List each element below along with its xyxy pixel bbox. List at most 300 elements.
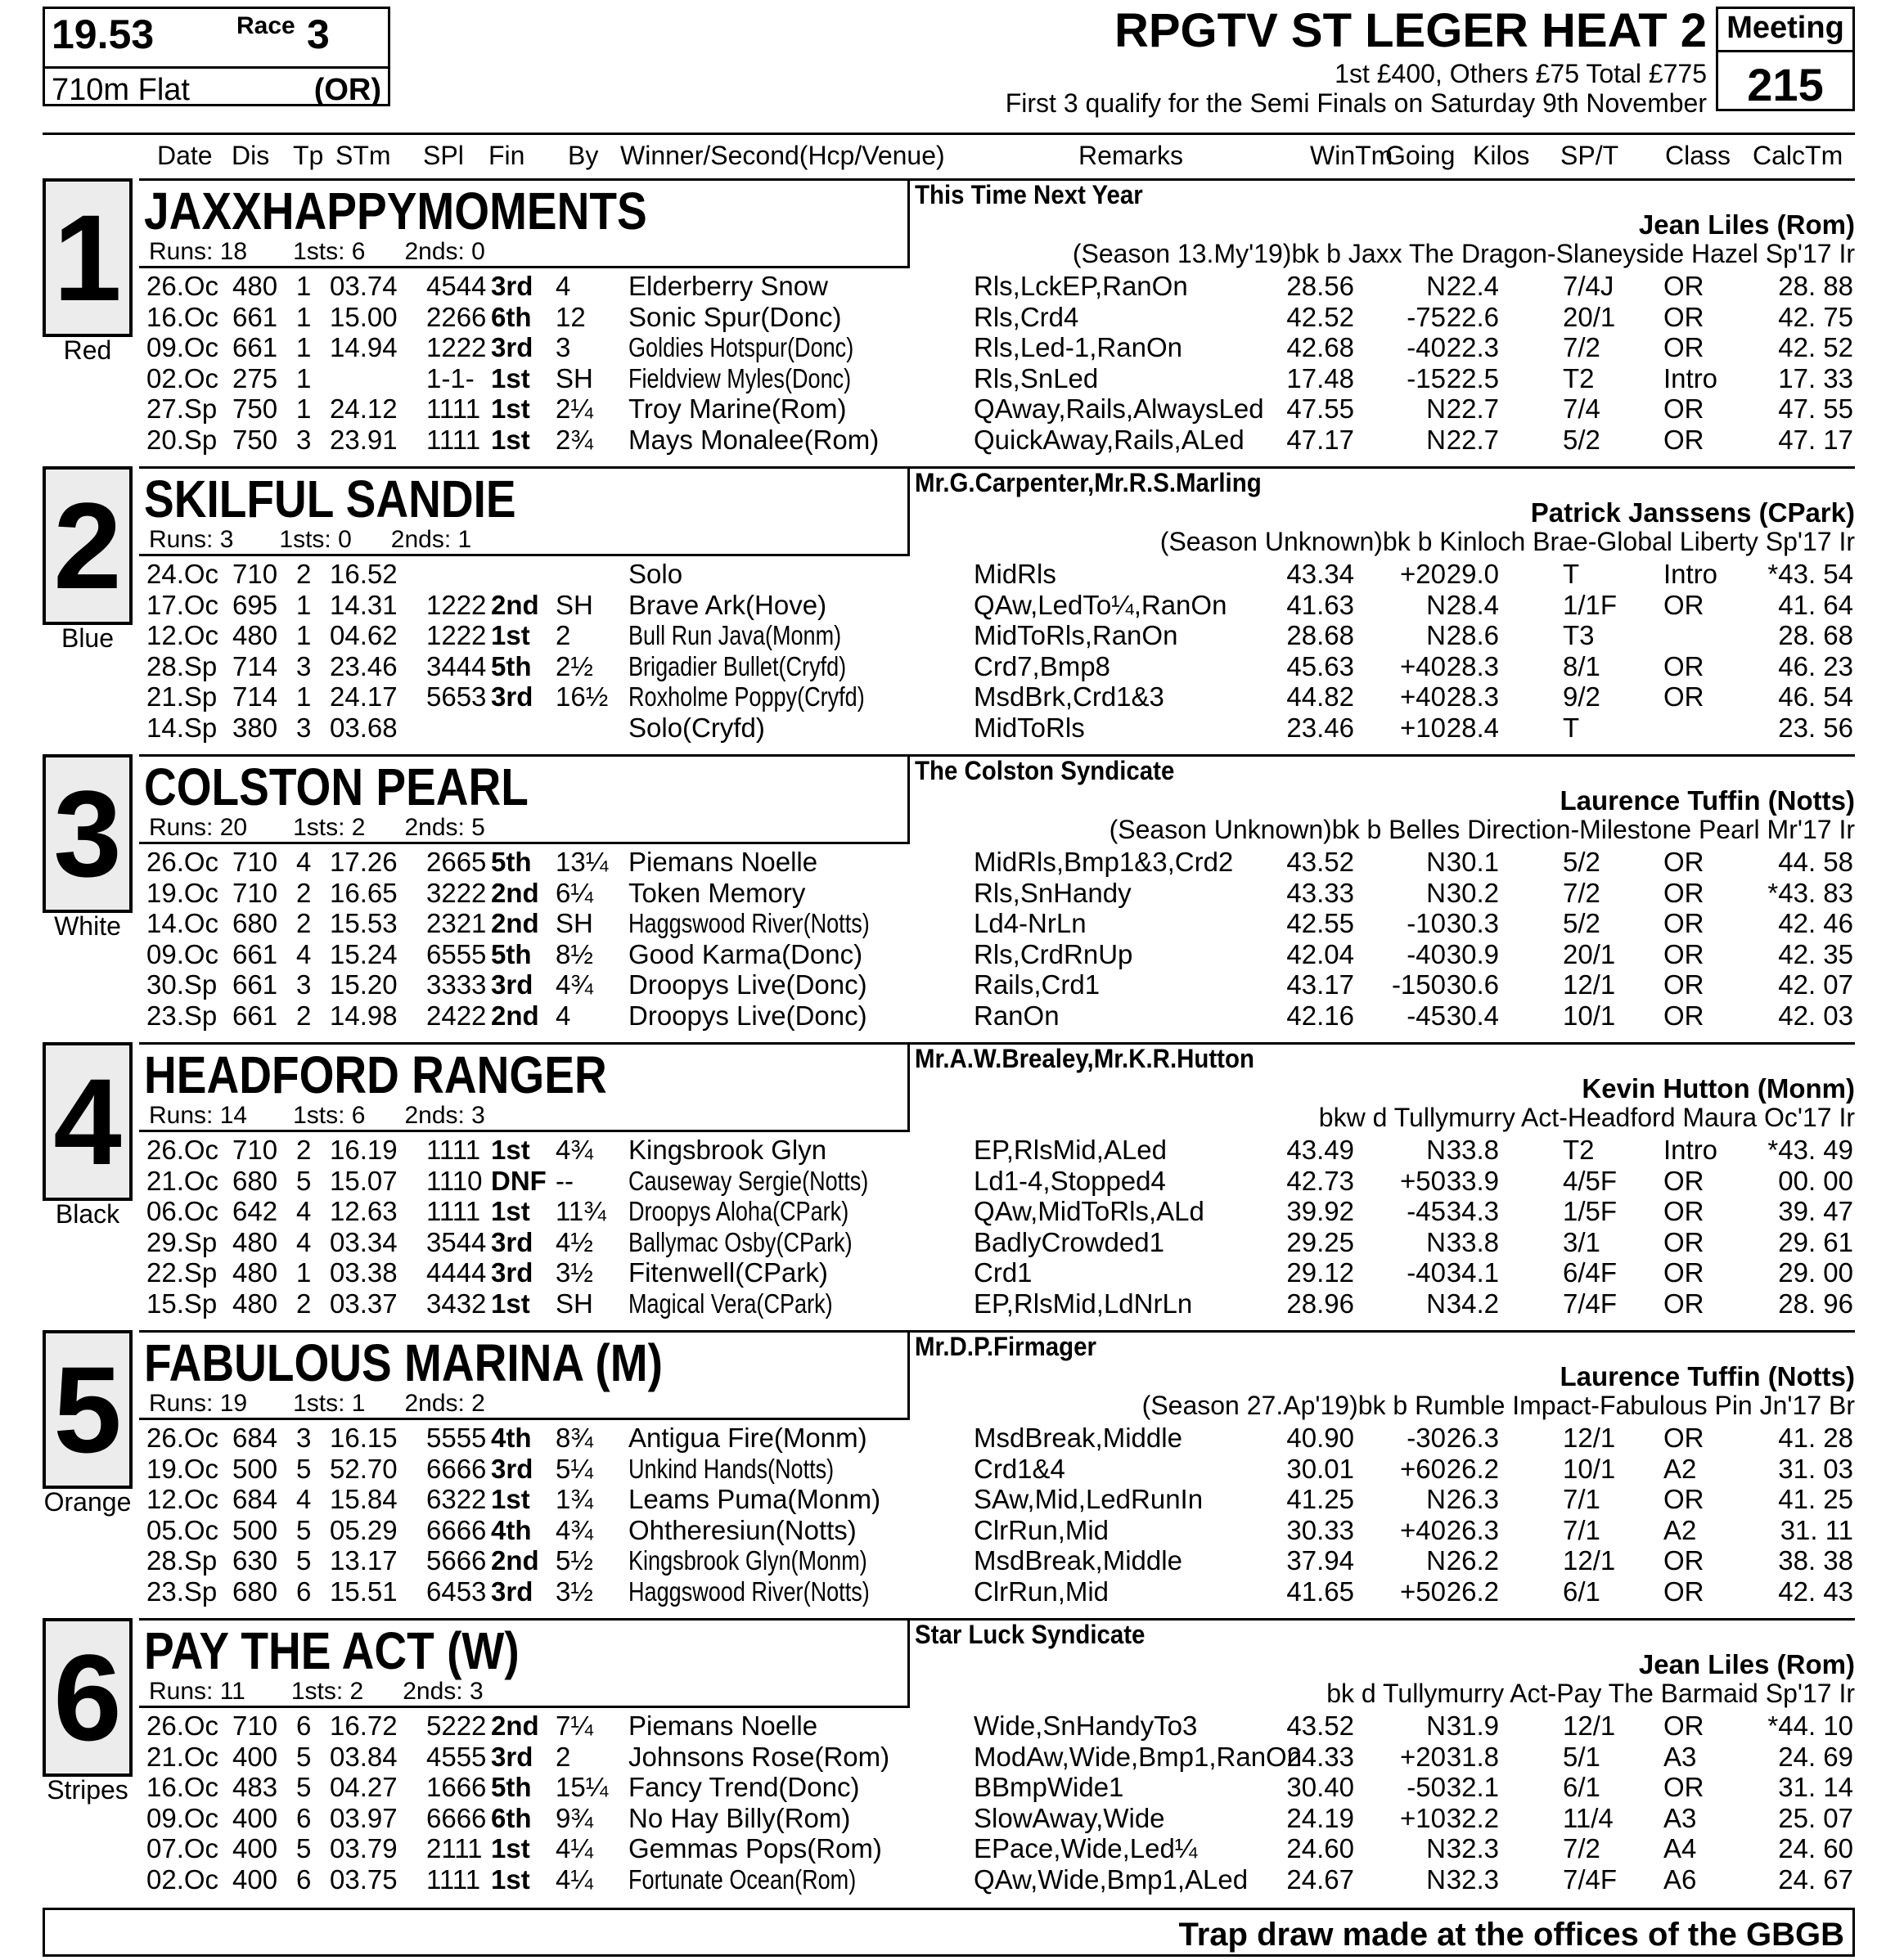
form-dis: 661 <box>232 1000 278 1031</box>
form-going: N <box>1426 1711 1446 1741</box>
trap-number: 4 <box>43 1042 133 1201</box>
form-remarks: Rls,SnLed <box>974 362 1099 393</box>
form-date: 26.Oc <box>146 847 219 877</box>
form-dis: 710 <box>232 1711 278 1741</box>
form-spl: 1111 <box>426 425 481 455</box>
form-winner: Haggswood River(Notts) <box>628 1576 870 1607</box>
runner-stats <box>149 814 485 842</box>
form-spl: 5653 <box>426 681 487 713</box>
form-row <box>0 1545 1904 1576</box>
form-tp: 1 <box>296 301 312 332</box>
form-calc: 00. 00 <box>1778 1165 1853 1196</box>
form-wintm: 47.17 <box>1286 425 1354 455</box>
column-header-tp: Tp <box>293 141 324 170</box>
owner-name: This Time Next Year <box>915 180 1143 209</box>
form-dis: 400 <box>232 1864 278 1895</box>
form-kilos: 26.3 <box>1446 1484 1499 1515</box>
form-remarks: Rls,LckEP,RanOn <box>974 271 1188 301</box>
form-fin: 6th <box>491 301 532 332</box>
form-remarks: MidToRls <box>974 713 1085 743</box>
form-by: 3 <box>556 332 571 363</box>
seconds-count: 2nds: 5 <box>404 814 485 841</box>
form-cls: OR <box>1663 1545 1704 1576</box>
form-by: 8½ <box>556 938 593 969</box>
form-winner: Kingsbrook Glyn(Monm) <box>628 1545 867 1576</box>
form-date: 28.Sp <box>146 1545 218 1576</box>
form-sp: 20/1 <box>1563 938 1616 969</box>
form-spl: 3333 <box>426 969 487 1000</box>
form-tp: 5 <box>296 1514 312 1545</box>
form-wintm: 42.68 <box>1286 332 1354 363</box>
form-by: 11¾ <box>556 1196 606 1227</box>
form-remarks: Crd7,Bmp8 <box>974 650 1110 681</box>
race-grade: (OR) <box>313 73 381 107</box>
form-wintm: 45.63 <box>1286 650 1354 681</box>
form-going: +50 <box>1400 1165 1446 1196</box>
form-winner: Mays Monalee(Rom) <box>628 425 880 455</box>
form-stm: 15.20 <box>330 969 398 1000</box>
form-by: 4¼ <box>556 1833 593 1864</box>
form-by: 6¼ <box>556 877 593 908</box>
form-by: -- <box>556 1165 574 1196</box>
form-cls: OR <box>1663 908 1704 939</box>
form-remarks: RanOn <box>974 1000 1060 1031</box>
form-by: 4¾ <box>556 1514 593 1545</box>
form-calc: 41. 28 <box>1778 1423 1853 1453</box>
form-remarks: QuickAway,Rails,ALed <box>974 425 1245 455</box>
breeding-info: (Season 13.My'19)bk b Jaxx The Dragon-Slaneyside Hazel Sp'17 Ir <box>1072 239 1855 268</box>
form-by: 8¾ <box>556 1423 593 1453</box>
form-tp: 6 <box>296 1802 312 1833</box>
form-stm: 13.17 <box>330 1545 398 1576</box>
form-by: 9¾ <box>556 1802 593 1833</box>
form-going: N <box>1426 1545 1446 1576</box>
form-wintm: 43.52 <box>1286 847 1354 877</box>
form-winner: Fieldview Myles(Donc) <box>628 362 852 393</box>
form-row <box>0 713 1904 744</box>
form-tp: 5 <box>296 1453 312 1484</box>
form-winner: Droopys Live(Donc) <box>628 969 867 1000</box>
form-tp: 1 <box>296 362 312 393</box>
form-going: -50 <box>1407 1772 1446 1803</box>
form-going: -10 <box>1407 908 1446 939</box>
form-kilos: 30.9 <box>1446 938 1499 969</box>
form-spl: 3222 <box>426 877 487 908</box>
form-dis: 483 <box>232 1772 278 1803</box>
form-dis: 480 <box>232 1288 278 1319</box>
form-going: +60 <box>1400 1453 1446 1484</box>
form-spl: 4444 <box>426 1257 487 1288</box>
form-cls: OR <box>1663 1288 1704 1319</box>
trap-colour: White <box>54 911 121 941</box>
dog-name: FABULOUS MARINA (M) <box>144 1333 663 1392</box>
form-calc: 41. 25 <box>1778 1484 1853 1515</box>
form-by: 12 <box>556 301 586 332</box>
form-kilos: 22.3 <box>1446 332 1499 363</box>
form-by: 4¾ <box>556 1135 593 1165</box>
form-fin: DNF <box>491 1165 547 1196</box>
form-by: 1¾ <box>556 1484 593 1515</box>
form-spl: 1110 <box>426 1165 483 1196</box>
form-dis: 661 <box>232 332 278 363</box>
form-row <box>0 363 1904 394</box>
form-wintm: 43.33 <box>1286 877 1354 908</box>
form-wintm: 40.90 <box>1286 1423 1354 1453</box>
dog-name: COLSTON PEARL <box>144 757 529 816</box>
form-kilos: 30.2 <box>1446 877 1499 908</box>
meeting-number: 215 <box>1747 59 1824 110</box>
seconds-count: 2nds: 3 <box>404 1102 485 1129</box>
form-sp: 6/1 <box>1563 1576 1600 1607</box>
trap-colour: Blue <box>61 623 115 653</box>
runner-name-box <box>139 1042 910 1132</box>
form-going: -15 <box>1407 362 1446 393</box>
form-stm: 14.98 <box>330 1000 398 1031</box>
form-cls: OR <box>1663 393 1704 425</box>
form-fin: 3rd <box>491 681 533 713</box>
form-date: 19.Oc <box>146 1453 219 1484</box>
form-calc: *43. 83 <box>1767 877 1853 908</box>
form-dis: 750 <box>232 425 278 455</box>
column-header-spl: SPl <box>423 141 464 170</box>
form-tp: 3 <box>296 650 312 681</box>
form-fin: 5th <box>491 847 532 877</box>
form-by: 2¾ <box>556 425 593 455</box>
race-label: Race <box>236 12 295 39</box>
form-sp: 7/2 <box>1563 1833 1600 1864</box>
form-fin: 4th <box>491 1514 532 1545</box>
form-kilos: 33.8 <box>1446 1226 1499 1257</box>
form-fin: 1st <box>491 393 530 425</box>
form-by: 4½ <box>556 1226 593 1257</box>
trap-number: 5 <box>43 1330 133 1489</box>
form-kilos: 22.5 <box>1446 362 1499 393</box>
form-fin: 1st <box>491 362 530 393</box>
form-kilos: 26.3 <box>1446 1514 1499 1545</box>
form-tp: 4 <box>296 1226 312 1257</box>
form-cls: Intro <box>1663 362 1718 393</box>
runs-count: Runs: 19 <box>149 1390 248 1417</box>
form-remarks: Rls,Led-1,RanOn <box>974 332 1182 363</box>
form-kilos: 22.7 <box>1446 393 1499 425</box>
meeting-label: Meeting <box>1726 11 1844 45</box>
form-winner: Causeway Sergie(Notts) <box>628 1165 869 1196</box>
form-by: SH <box>556 1288 593 1319</box>
form-fin: 1st <box>491 1196 530 1227</box>
form-wintm: 41.25 <box>1286 1484 1354 1515</box>
form-row <box>0 651 1904 682</box>
form-spl: 5222 <box>426 1711 487 1741</box>
form-calc: 24. 60 <box>1778 1833 1853 1864</box>
form-row <box>0 908 1904 939</box>
form-wintm: 42.73 <box>1286 1165 1354 1196</box>
form-cls: A2 <box>1663 1453 1697 1484</box>
form-dis: 630 <box>232 1545 278 1576</box>
form-winner: Fitenwell(CPark) <box>628 1257 828 1288</box>
form-wintm: 24.67 <box>1286 1864 1354 1895</box>
form-dis: 480 <box>232 271 278 301</box>
form-tp: 1 <box>296 1257 312 1288</box>
form-by: 4 <box>556 271 571 301</box>
form-kilos: 32.2 <box>1446 1802 1499 1833</box>
form-spl: 3444 <box>426 650 487 681</box>
form-remarks: QAw,LedTo¼,RanOn <box>974 589 1227 620</box>
form-sp: 1/5F <box>1563 1196 1618 1227</box>
form-kilos: 26.2 <box>1446 1453 1499 1484</box>
form-stm: 12.63 <box>330 1196 398 1227</box>
form-fin: 3rd <box>491 271 533 301</box>
form-date: 02.Oc <box>146 362 219 393</box>
form-going: -40 <box>1407 938 1446 969</box>
form-sp: 6/4F <box>1563 1257 1618 1288</box>
form-fin: 3rd <box>491 332 533 363</box>
meeting-box <box>1716 7 1855 111</box>
form-stm: 15.84 <box>330 1484 398 1515</box>
column-header-stm: STm <box>335 141 391 170</box>
form-row <box>0 1864 1904 1895</box>
form-spl: 4544 <box>426 271 487 301</box>
form-calc: 31. 14 <box>1778 1772 1853 1803</box>
column-header-fin: Fin <box>488 141 525 170</box>
form-calc: *44. 10 <box>1767 1711 1853 1741</box>
form-going: N <box>1426 1288 1446 1319</box>
form-by: 5½ <box>556 1545 593 1576</box>
form-stm: 24.17 <box>330 681 398 713</box>
form-spl: 6555 <box>426 938 487 969</box>
form-kilos: 22.7 <box>1446 425 1499 455</box>
form-row <box>0 878 1904 909</box>
form-dis: 750 <box>232 393 278 425</box>
form-remarks: EP,RlsMid,LdNrLn <box>974 1288 1193 1319</box>
form-sp: 12/1 <box>1563 1545 1616 1576</box>
form-cls: OR <box>1663 877 1704 908</box>
form-dis: 642 <box>232 1196 278 1227</box>
form-tp: 3 <box>296 425 312 455</box>
form-winner: Fortunate Ocean(Rom) <box>628 1864 857 1895</box>
trainer-name: Laurence Tuffin (Notts) <box>1560 785 1855 816</box>
form-sp: 5/2 <box>1563 425 1600 455</box>
form-fin: 2nd <box>491 877 539 908</box>
column-header-going: Going <box>1385 141 1456 170</box>
form-row <box>0 681 1904 713</box>
form-row <box>0 1196 1904 1227</box>
form-sp: 12/1 <box>1563 969 1616 1000</box>
dog-name: JAXXHAPPYMOMENTS <box>144 182 647 241</box>
form-remarks: QAway,Rails,AlwaysLed <box>974 393 1264 425</box>
form-cls: OR <box>1663 1711 1704 1741</box>
form-spl: 1111 <box>426 1196 481 1227</box>
header-divider <box>43 133 1855 135</box>
form-stm: 15.07 <box>330 1165 398 1196</box>
form-kilos: 30.1 <box>1446 847 1499 877</box>
form-row <box>0 1484 1904 1515</box>
form-stm: 04.62 <box>330 620 398 651</box>
form-spl: 1111 <box>426 1135 481 1165</box>
form-remarks: MsdBrk,Crd1&3 <box>974 681 1164 713</box>
form-wintm: 44.82 <box>1286 681 1354 713</box>
owner-name: The Colston Syndicate <box>915 756 1175 785</box>
form-wintm: 28.96 <box>1286 1288 1354 1319</box>
form-going: N <box>1426 271 1446 301</box>
form-fin: 2nd <box>491 589 539 620</box>
form-by: 16½ <box>556 681 609 713</box>
form-winner: Gemmas Pops(Rom) <box>628 1833 882 1864</box>
form-kilos: 26.3 <box>1446 1423 1499 1453</box>
form-date: 26.Oc <box>146 1135 219 1165</box>
form-sp: T <box>1563 713 1580 743</box>
form-sp: 7/4J <box>1563 271 1614 301</box>
form-spl: 2665 <box>426 847 487 877</box>
form-winner: Piemans Noelle <box>628 847 818 877</box>
form-tp: 1 <box>296 620 312 651</box>
form-dis: 380 <box>232 713 278 743</box>
trap-number: 1 <box>43 178 133 337</box>
form-winner: Token Memory <box>628 877 806 908</box>
form-going: N <box>1426 1226 1446 1257</box>
form-wintm: 30.33 <box>1286 1514 1354 1545</box>
form-calc: 42. 46 <box>1778 908 1853 939</box>
form-fin: 3rd <box>491 1741 533 1772</box>
form-row <box>0 425 1904 456</box>
dog-name: SKILFUL SANDIE <box>144 470 516 528</box>
form-going: -45 <box>1407 1000 1446 1031</box>
form-going: N <box>1426 425 1446 455</box>
form-remarks: MidRls <box>974 559 1056 589</box>
form-date: 14.Oc <box>146 908 219 939</box>
form-date: 15.Sp <box>146 1288 218 1319</box>
form-stm: 03.97 <box>330 1802 398 1833</box>
form-wintm: 41.63 <box>1286 589 1354 620</box>
form-by: 2 <box>556 620 571 651</box>
form-date: 12.Oc <box>146 620 219 651</box>
form-wintm: 43.52 <box>1286 1711 1354 1741</box>
race-info-box <box>43 7 390 106</box>
form-dis: 710 <box>232 877 278 908</box>
form-fin: 3rd <box>491 1257 533 1288</box>
form-remarks: SAw,Mid,LedRunIn <box>974 1484 1204 1515</box>
form-going: N <box>1426 1484 1446 1515</box>
trainer-name: Jean Liles (Rom) <box>1638 209 1855 240</box>
form-cls: Intro <box>1663 1135 1718 1165</box>
seconds-count: 2nds: 3 <box>403 1678 484 1705</box>
runs-count: Runs: 18 <box>149 238 248 265</box>
form-stm: 03.84 <box>330 1741 398 1772</box>
form-winner: Unkind Hands(Notts) <box>628 1453 835 1484</box>
form-date: 24.Oc <box>146 559 219 589</box>
form-tp: 1 <box>296 589 312 620</box>
trap-number: 2 <box>43 466 133 625</box>
form-cls: A3 <box>1663 1741 1697 1772</box>
form-winner: Kingsbrook Glyn <box>628 1135 827 1165</box>
form-wintm: 23.46 <box>1286 713 1354 743</box>
form-winner: No Hay Billy(Rom) <box>628 1802 851 1833</box>
form-spl: 3432 <box>426 1288 487 1319</box>
race-number: 3 <box>307 11 330 57</box>
firsts-count: 1sts: 2 <box>293 814 366 841</box>
form-cls: OR <box>1663 938 1704 969</box>
form-by: 4¾ <box>556 969 593 1000</box>
form-cls: A6 <box>1663 1864 1697 1895</box>
form-winner: Droopys Live(Donc) <box>628 1000 867 1031</box>
form-dis: 695 <box>232 589 278 620</box>
owner-name: Mr.A.W.Brealey,Mr.K.R.Hutton <box>915 1044 1254 1073</box>
form-sp: 7/1 <box>1563 1514 1600 1545</box>
form-kilos: 32.1 <box>1446 1772 1499 1803</box>
form-sp: 10/1 <box>1563 1453 1616 1484</box>
form-winner: Sonic Spur(Donc) <box>628 301 842 332</box>
form-fin: 4th <box>491 1423 532 1453</box>
form-wintm: 43.34 <box>1286 559 1354 589</box>
form-spl: 2111 <box>426 1833 483 1864</box>
form-tp: 5 <box>296 1741 312 1772</box>
form-dis: 710 <box>232 847 278 877</box>
form-stm: 16.19 <box>330 1135 398 1165</box>
form-cls: OR <box>1663 681 1704 713</box>
form-row <box>0 1576 1904 1607</box>
form-date: 16.Oc <box>146 1772 219 1803</box>
trap-colour: Black <box>55 1199 120 1229</box>
owner-name: Mr.D.P.Firmager <box>915 1332 1096 1361</box>
form-calc: 31. 11 <box>1780 1514 1853 1545</box>
breeding-info: bkw d Tullymurry Act-Headford Maura Oc'17 Ir <box>1318 1103 1855 1132</box>
form-date: 28.Sp <box>146 650 218 681</box>
form-calc: 46. 23 <box>1778 650 1853 681</box>
form-tp: 3 <box>296 969 312 1000</box>
form-calc: 23. 56 <box>1778 713 1853 743</box>
form-cls: OR <box>1663 1576 1704 1607</box>
form-cls: OR <box>1663 589 1704 620</box>
form-going: N <box>1426 620 1446 651</box>
form-remarks: MsdBreak,Middle <box>974 1423 1182 1453</box>
form-wintm: 29.12 <box>1286 1257 1354 1288</box>
form-sp: T3 <box>1563 620 1595 651</box>
form-calc: 25. 07 <box>1778 1802 1853 1833</box>
form-kilos: 28.3 <box>1446 681 1499 713</box>
form-going: +40 <box>1400 681 1446 713</box>
form-date: 16.Oc <box>146 301 219 332</box>
form-sp: 9/2 <box>1563 681 1600 713</box>
firsts-count: 1sts: 2 <box>290 1678 364 1705</box>
form-calc: 28. 88 <box>1778 271 1853 301</box>
firsts-count: 1sts: 6 <box>293 238 366 265</box>
form-date: 12.Oc <box>146 1484 219 1515</box>
form-kilos: 30.4 <box>1446 1000 1499 1031</box>
form-tp: 1 <box>296 332 312 363</box>
runs-count: Runs: 3 <box>149 526 234 553</box>
breeding-info: (Season 27.Ap'19)bk b Rumble Impact-Fabulous Pin Jn'17 Br <box>1141 1391 1855 1420</box>
form-cls: OR <box>1663 969 1704 1000</box>
form-dis: 480 <box>232 1226 278 1257</box>
form-remarks: ClrRun,Mid <box>974 1576 1110 1607</box>
form-kilos: 22.6 <box>1446 301 1499 332</box>
form-sp: 10/1 <box>1563 1000 1616 1031</box>
owner-name: Star Luck Syndicate <box>915 1620 1146 1649</box>
form-dis: 400 <box>232 1833 278 1864</box>
form-sp: 20/1 <box>1563 301 1616 332</box>
form-going: N <box>1426 393 1446 425</box>
form-dis: 275 <box>232 362 278 393</box>
form-date: 23.Sp <box>146 1000 218 1031</box>
form-fin: 2nd <box>491 1711 539 1741</box>
form-fin: 1st <box>491 425 530 455</box>
form-date: 05.Oc <box>146 1514 219 1545</box>
form-tp: 2 <box>296 1288 312 1319</box>
form-stm: 14.31 <box>330 589 398 620</box>
form-fin: 3rd <box>491 1453 533 1484</box>
form-spl: 1111 <box>426 1864 481 1895</box>
form-fin: 3rd <box>491 1226 533 1257</box>
form-sp: 7/1 <box>1563 1484 1600 1515</box>
